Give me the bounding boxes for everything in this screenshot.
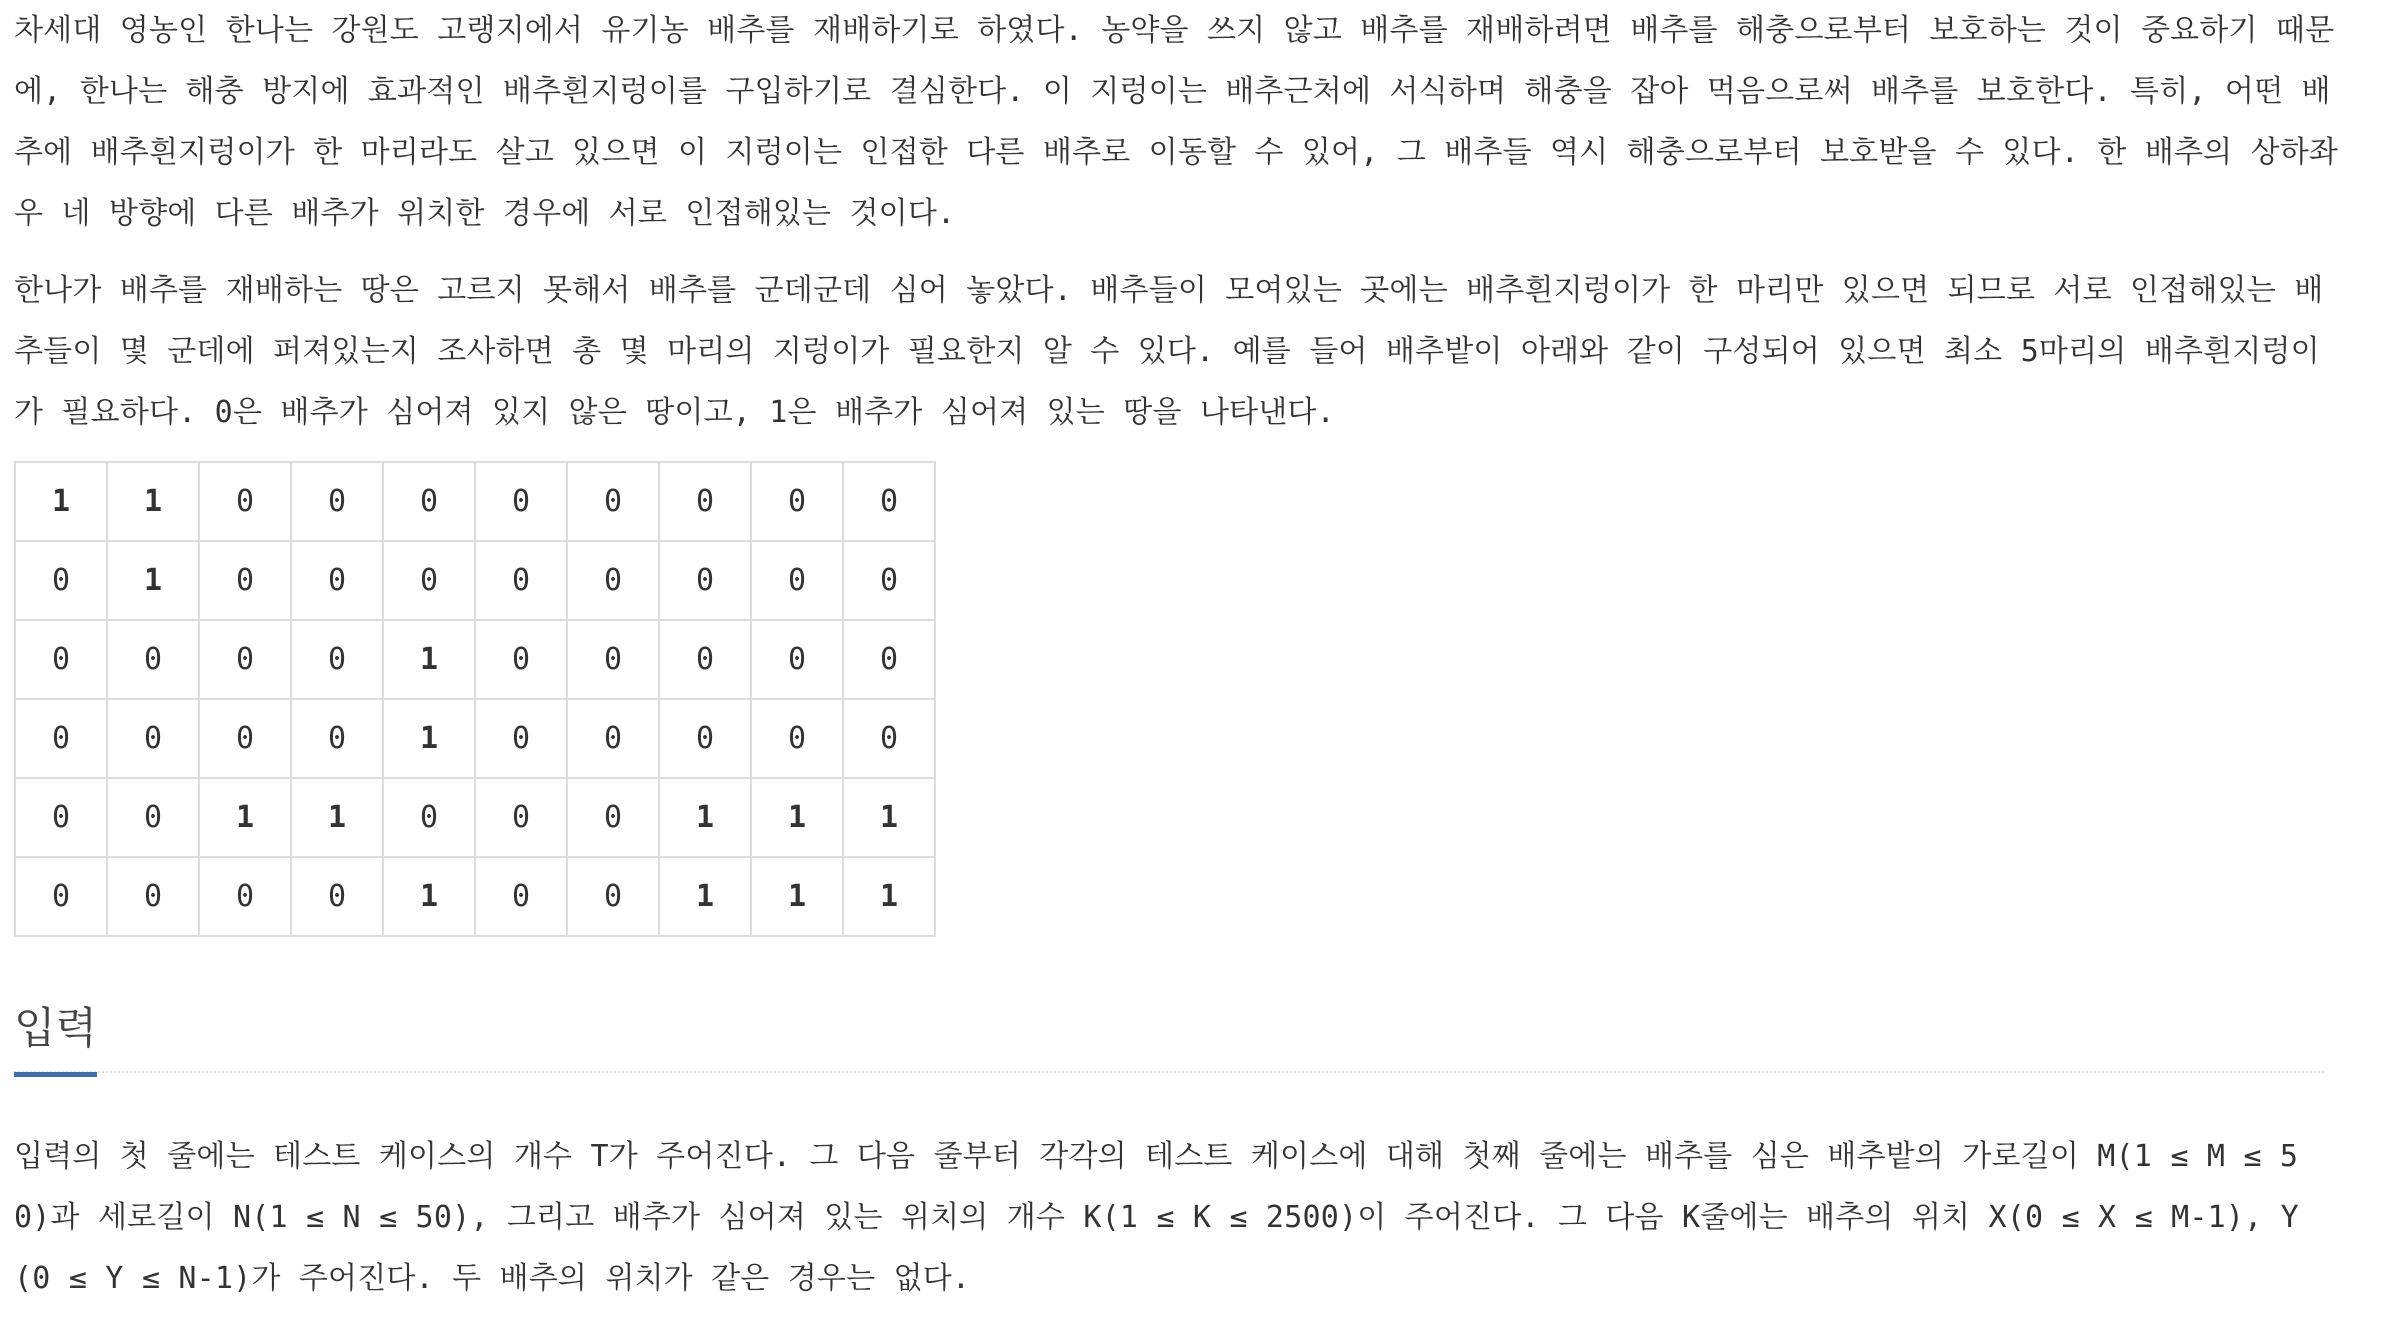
grid-cell: 1 — [843, 857, 935, 936]
section-divider — [14, 1071, 2324, 1073]
grid-cell: 0 — [475, 778, 567, 857]
grid-cell: 1 — [107, 462, 199, 541]
grid-cell: 0 — [107, 778, 199, 857]
grid-cell: 0 — [659, 541, 751, 620]
grid-cell: 0 — [751, 620, 843, 699]
grid-cell: 0 — [843, 620, 935, 699]
grid-cell: 0 — [291, 699, 383, 778]
grid-cell: 0 — [107, 620, 199, 699]
grid-cell: 0 — [475, 699, 567, 778]
grid-cell: 1 — [383, 699, 475, 778]
input-description: 입력의 첫 줄에는 테스트 케이스의 개수 T가 주어진다. 그 다음 줄부터 각각의 테스트 케이스에 대해 첫째 줄에는 배추를 심은 배추밭의 가로길이 M(1 ≤ M ≤ 50)과 세로길이 N(1 ≤ N ≤ 50), 그리고 배추가 심어져 있는 위치의 개수 K(1 ≤ K ≤ 2500)이 주어진다. 그 다음 K줄에는 배추의 위치 X(0 ≤ X ≤ M-1), Y(0 ≤ Y ≤ N-1)가 주어진다. 두 배추의 위치가 같은 경우는 없다. — [14, 1139, 2299, 1296]
grid-cell: 0 — [843, 699, 935, 778]
grid-row — [15, 778, 935, 857]
grid-cell: 0 — [291, 620, 383, 699]
grid-cell: 0 — [567, 857, 659, 936]
problem-content — [14, 0, 2344, 1309]
grid-cell: 0 — [15, 541, 107, 620]
grid-cell: 1 — [751, 857, 843, 936]
description-paragraph-1: 차세대 영농인 한나는 강원도 고랭지에서 유기농 배추를 재배하기로 하였다. 농약을 쓰지 않고 배추를 재배하려면 배추를 해충으로부터 보호하는 것이 중요하기 때문에, 한나는 해충 방지에 효과적인 배추흰지렁이를 구입하기로 결심한다. 이 지렁이는 배추근처에 서식하며 해충을 잡아 먹음으로써 배추를 보호한다. 특히, 어떤 배추에 배추흰지렁이가 한 마리라도 살고 있으면 이 지렁이는 인접한 다른 배추로 이동할 수 있어, 그 배추들 역시 해충으로부터 보호받을 수 있다. 한 배추의 상하좌우 네 방향에 다른 배추가 위치한 경우에 서로 인접해있는 것이다. — [14, 13, 2339, 231]
grid-cell: 1 — [199, 778, 291, 857]
cabbage-field-example — [14, 461, 939, 937]
grid-cell: 0 — [199, 699, 291, 778]
grid-cell: 1 — [659, 857, 751, 936]
grid-cell: 1 — [383, 620, 475, 699]
grid-row — [15, 541, 935, 620]
grid-cell: 0 — [843, 541, 935, 620]
grid-cell: 1 — [383, 857, 475, 936]
grid-cell: 0 — [567, 620, 659, 699]
grid-cell: 0 — [383, 778, 475, 857]
grid-cell: 0 — [567, 541, 659, 620]
grid-row — [15, 699, 935, 778]
grid-cell: 0 — [15, 857, 107, 936]
grid-row — [15, 620, 935, 699]
grid-cell: 0 — [107, 699, 199, 778]
grid-cell: 0 — [567, 778, 659, 857]
grid-cell: 0 — [567, 462, 659, 541]
grid-cell: 0 — [199, 857, 291, 936]
grid-cell: 0 — [199, 620, 291, 699]
grid-cell: 0 — [383, 462, 475, 541]
grid-row — [15, 857, 935, 936]
grid-cell: 0 — [15, 778, 107, 857]
section-title-input: 입력 — [14, 995, 97, 1077]
grid-cell: 0 — [199, 541, 291, 620]
grid-cell: 0 — [383, 541, 475, 620]
grid-cell: 0 — [843, 462, 935, 541]
grid-cell: 0 — [291, 462, 383, 541]
grid-cell: 0 — [475, 462, 567, 541]
grid-cell: 0 — [291, 857, 383, 936]
grid-cell: 1 — [291, 778, 383, 857]
grid-row — [15, 462, 935, 541]
grid-cell: 0 — [199, 462, 291, 541]
grid-cell: 0 — [15, 620, 107, 699]
grid-cell: 1 — [15, 462, 107, 541]
input-section — [14, 995, 2324, 1309]
description-paragraph-2: 한나가 배추를 재배하는 땅은 고르지 못해서 배추를 군데군데 심어 놓았다. 배추들이 모여있는 곳에는 배추흰지렁이가 한 마리만 있으면 되므로 서로 인접해있는 배추들이 몇 군데에 퍼져있는지 조사하면 총 몇 마리의 지렁이가 필요한지 알 수 있다. 예를 들어 배추밭이 아래와 같이 구성되어 있으면 최소 5마리의 배추흰지렁이가 필요하다. 0은 배추가 심어져 있지 않은 땅이고, 1은 배추가 심어져 있는 땅을 나타낸다. — [14, 273, 2324, 430]
grid-cell: 0 — [659, 462, 751, 541]
grid-cell: 0 — [475, 857, 567, 936]
grid-cell: 1 — [843, 778, 935, 857]
grid-cell: 0 — [291, 541, 383, 620]
cabbage-field-table — [14, 461, 936, 937]
grid-cell: 0 — [751, 541, 843, 620]
grid-cell: 0 — [567, 699, 659, 778]
grid-cell: 1 — [751, 778, 843, 857]
grid-cell: 0 — [659, 699, 751, 778]
grid-cell: 0 — [475, 541, 567, 620]
grid-cell: 1 — [107, 541, 199, 620]
grid-cell: 0 — [751, 462, 843, 541]
grid-cell: 1 — [659, 778, 751, 857]
grid-cell: 0 — [107, 857, 199, 936]
grid-cell: 0 — [475, 620, 567, 699]
grid-cell: 0 — [751, 699, 843, 778]
grid-cell: 0 — [15, 699, 107, 778]
grid-cell: 0 — [659, 620, 751, 699]
